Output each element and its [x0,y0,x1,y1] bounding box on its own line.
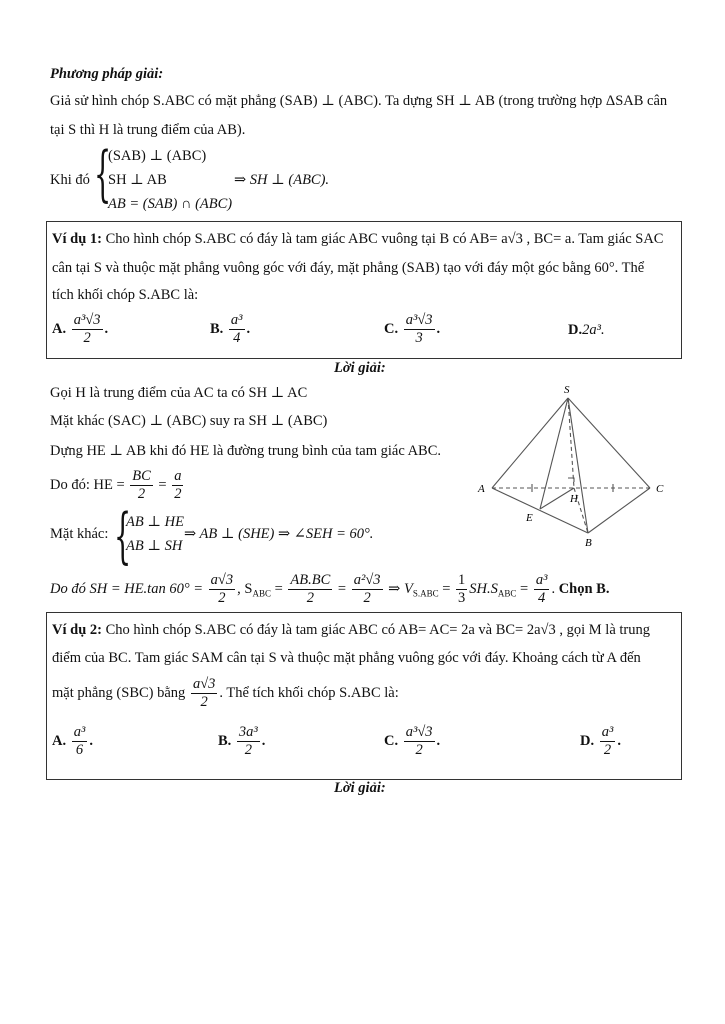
example-1-option-d[interactable] [568,322,605,339]
example-2-line-1 [52,622,650,639]
solution-1-brace: { [114,501,132,571]
example-2-text-1: Cho hình chóp S.ABC có đáy là tam giác ABC có AB= AC= 2a và BC= 2a√3 , gọi M là trung [101,622,650,638]
method-when-label: Khi đó [50,172,90,188]
option-d-label: D. [580,732,595,749]
label-C: C [656,483,664,495]
method-condition-2: SH ⊥ AB [108,172,167,188]
example-1-option-a[interactable]: A. $\frac{\text{a³√3}}{2}$ . [52,312,109,346]
method-line-1: Giả sử hình chóp S.ABC có mặt phẳng (SAB) ⊥ (ABC). Ta dựng SH ⊥ AB (trong trường hợp ΔSAB cân [50,93,668,109]
example-2-line-3: mặt phẳng (SBC) bằng $\frac{a√3}{2}$ . Thể tích khối chóp S.ABC là: [52,676,399,710]
example-1-option-c[interactable]: C. $\frac{\text{a³√3}}{3}$ . [384,312,441,346]
label-H: H [570,493,578,505]
option-d-label: D. [568,322,583,338]
example-2-option-c[interactable]: C. $\frac{\text{a³√3}}{2}$ . [384,724,441,758]
example-1-line-3: tích khối chóp S.ABC là: [52,287,199,303]
solution-1-choice: Chọn B. [558,580,610,597]
solution-1-step-5-result: ⇒ AB ⊥ (SHE) ⇒ ∠SEH = 60°. [184,526,374,542]
solution-1-step-3: Dựng HE ⊥ AB khi đó HE là đường trung bình của tam giác ABC. [50,443,442,459]
solution-1-step-6: Do đó SH = HE.tan 60° = $\frac{a√3}{2}$ , $S_{ABC}$ = $\frac{AB.BC}{2}$ = $\frac{\text{a²√3}}{2}$ ⇒ $V_{S.ABC}$ = $\frac{1}{3}$ $SH.S_{ABC}$ = $\frac{\text{a³}}{4}$ . Chọn B. [50,572,610,606]
option-b-fraction: $\frac{\text{a³}}{4}$ [230,312,243,346]
example-1-label: Ví dụ 1: [52,231,102,247]
method-heading: Phương pháp giải: [50,66,164,82]
method-condition-3: AB = (SAB) ∩ (ABC) [108,196,233,212]
option-c-label: C. [384,732,399,749]
solution-2-heading: Lời giải: [334,780,386,796]
option-a-label: A. [52,320,67,337]
pyramid-figure [470,378,685,553]
option-b-label: B. [218,732,232,749]
method-conclusion: ⇒ SH ⊥ (ABC). [234,172,330,188]
method-line-2: tại S thì H là trung điểm của AB). [50,122,246,138]
label-E: E [526,512,533,524]
example-1-text-1: Cho hình chóp S.ABC có đáy là tam giác ABC vuông tại B có AB= a√3 , BC= a. Tam giác SAC [101,231,664,247]
solution-1-step-2: Mặt khác (SAC) ⊥ (ABC) suy ra SH ⊥ (ABC) [50,413,328,429]
solution-1-step-5-label: Mặt khác: [50,526,109,542]
solution-1-step-1: Gọi H là trung điểm của AC ta có SH ⊥ AC [50,385,308,401]
option-a-label: A. [52,732,67,749]
example-1-option-b[interactable]: B. $\frac{\text{a³}}{4}$ . [210,312,251,346]
method-condition-1: (SAB) ⊥ (ABC) [108,148,207,164]
example-1-line-1 [52,231,663,248]
option-d-value: 2a³. [582,322,605,338]
option-b-label: B. [210,320,224,337]
example-1-line-2: cân tại S và thuộc mặt phẳng vuông góc với đáy, mặt phẳng (SAB) tạo với đáy một góc bằng 60°. Thể [52,260,645,276]
example-2-label: Ví dụ 2: [52,622,102,638]
label-B: B [585,537,592,549]
example-2-option-b[interactable]: B. $\frac{\text{3a³}}{2}$ . [218,724,266,758]
solution-1-step-4: Do đó: HE = $\frac{BC}{2}$ = $\frac{a}{2}$ [50,468,182,502]
example-2-line-2: điểm của BC. Tam giác SAM cân tại S và thuộc mặt phẳng vuông góc với đáy. Khoảng cách từ A đến [52,650,641,666]
solution-1-step-5-cond-1: AB ⊥ HE [126,514,184,530]
method-brace: { [94,139,112,209]
example-2-option-d[interactable]: D. $\frac{\text{a³}}{2}$ . [580,724,621,758]
solution-1-heading: Lời giải: [334,360,386,376]
example-2-option-a[interactable]: A. $\frac{\text{a³}}{6}$ . [52,724,93,758]
option-a-fraction: $\frac{\text{a³√3}}{2}$ [73,312,101,346]
option-c-label: C. [384,320,399,337]
label-S: S [564,384,570,396]
solution-1-step-5-cond-2: AB ⊥ SH [126,538,183,554]
label-A: A [478,483,485,495]
option-c-fraction: $\frac{\text{a³√3}}{3}$ [405,312,433,346]
